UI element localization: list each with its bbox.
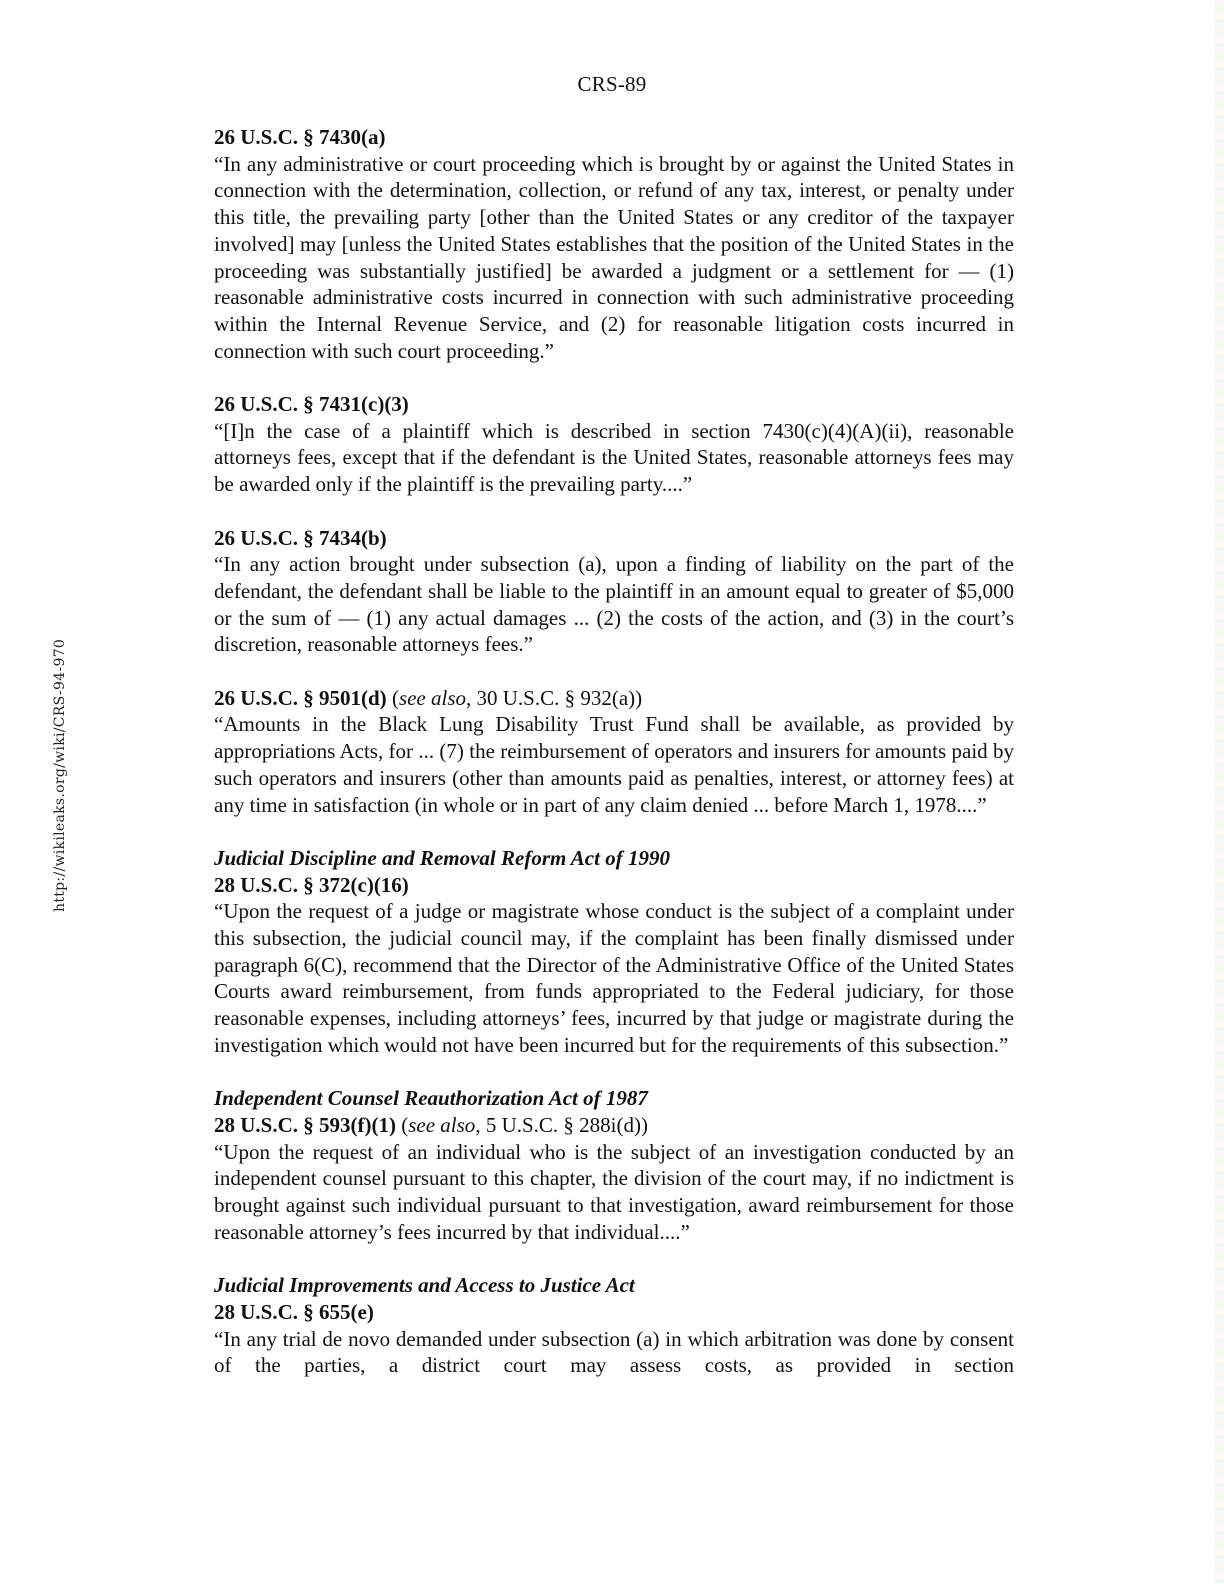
statute-citation: 26 U.S.C. § 9501(d) xyxy=(214,685,387,710)
statute-quote: “Upon the request of a judge or magistrate whose conduct is the subject of a complaint under this subsection, the judicial council may, if the complaint has been finally dismissed under paragraph 6(C), recommend that the Director of the Administrative Office of the United States Courts award reimbursement, from funds appropriated to the Federal judiciary, for those reasonable expenses, including attorneys’ fees, incurred by that judge or magistrate during the investigation which would not have been incurred but for the requirements of this subsection.” xyxy=(214,899,1014,1057)
act-title: Judicial Improvements and Access to Justice Act xyxy=(214,1273,635,1298)
see-also-citation: , 30 U.S.C. § 932(a)) xyxy=(466,685,643,710)
document-body xyxy=(214,124,1014,1406)
see-also-prefix: ( xyxy=(386,685,399,710)
statute-heading xyxy=(214,1112,1014,1139)
see-also-label: see also xyxy=(408,1112,476,1137)
see-also-label: see also xyxy=(398,685,467,710)
statute-entry xyxy=(214,391,1014,498)
statute-citation: 28 U.S.C. § 655(e) xyxy=(214,1299,374,1324)
statute-citation: 26 U.S.C. § 7434(b) xyxy=(214,525,387,550)
act-title: Judicial Discipline and Removal Reform Act of 1990 xyxy=(214,845,670,870)
statute-entry xyxy=(214,685,1014,819)
statute-citation: 26 U.S.C. § 7430(a) xyxy=(214,125,386,149)
statute-citation: 26 U.S.C. § 7431(c)(3) xyxy=(214,392,409,417)
see-also-prefix: ( xyxy=(395,1112,409,1137)
side-watermark-url: http://wikileaks.org/wiki/CRS-94-970 xyxy=(52,638,68,912)
see-also-reference xyxy=(396,1113,648,1137)
statute-quote: “Upon the request of an individual who is the subject of an investigation conducted by an independent counsel pursuant to this chapter, the division of the court may, if no indictment is brought against such individual pursuant to that investigation, award reimbursement for those reasonable attorney’s fees incurred by that individual....” xyxy=(214,1139,1014,1244)
statute-entry xyxy=(214,124,1014,364)
statute-citation: 28 U.S.C. § 593(f)(1) xyxy=(214,1112,396,1137)
statute-entry xyxy=(214,1085,1014,1245)
scan-edge-strip xyxy=(1214,0,1224,1584)
page-number: CRS-89 xyxy=(577,72,647,96)
statute-quote: “In any administrative or court proceeding which is brought by or against the United States in connection with the determination, collection, or refund of any tax, interest, or penalty under this title, the prevailing party [other than the United States or any creditor of the taxpayer involved] may [unless the United States establishes that the position of the United States in the proceeding was substantially justified] be awarded a judgment or a settlement for — (1) reasonable administrative costs incurred in connection with such administrative proceeding within the Internal Revenue Service, and (2) for reasonable litigation costs incurred in connection with such court proceeding.” xyxy=(214,151,1014,363)
statute-quote: “In any action brought under subsection (a), upon a finding of liability on the part of the defendant, the defendant shall be liable to the plaintiff in an amount equal to greater of $5,000 or the sum of — (1) any actual damages ... (2) the costs of the action, and (3) in the court’s discretion, reasonable attorneys fees.” xyxy=(214,552,1014,657)
statute-entry xyxy=(214,845,1014,1059)
act-title: Independent Counsel Reauthorization Act of 1987 xyxy=(214,1086,648,1111)
see-also-citation: , 5 U.S.C. § 288i(d)) xyxy=(475,1112,648,1137)
statute-citation: 28 U.S.C. § 372(c)(16) xyxy=(214,872,409,897)
statute-heading xyxy=(214,685,1014,712)
see-also-reference xyxy=(387,686,642,710)
statute-quote: “[I]n the case of a plaintiff which is described in section 7430(c)(4)(A)(ii), reasonable attorneys fees, except that if the defendant is the United States, reasonable attorneys fees may be awarded only if the plaintiff is the prevailing party....” xyxy=(214,418,1014,497)
statute-entry xyxy=(214,525,1014,659)
statute-quote: “Amounts in the Black Lung Disability Trust Fund shall be available, as provided by appropriations Acts, for ... (7) the reimbursement of operators and insurers for amounts paid by such operators and insurers (other than amounts paid as penalties, interest, or attorney fees) at any time in satisfaction (in whole or in part of any claim denied ... before March 1, 1978....” xyxy=(214,712,1014,817)
statute-quote: “In any trial de novo demanded under subsection (a) in which arbitration was done by consent of the parties, a district court may assess costs, as provided in section xyxy=(214,1326,1014,1378)
statute-entry xyxy=(214,1272,1014,1379)
